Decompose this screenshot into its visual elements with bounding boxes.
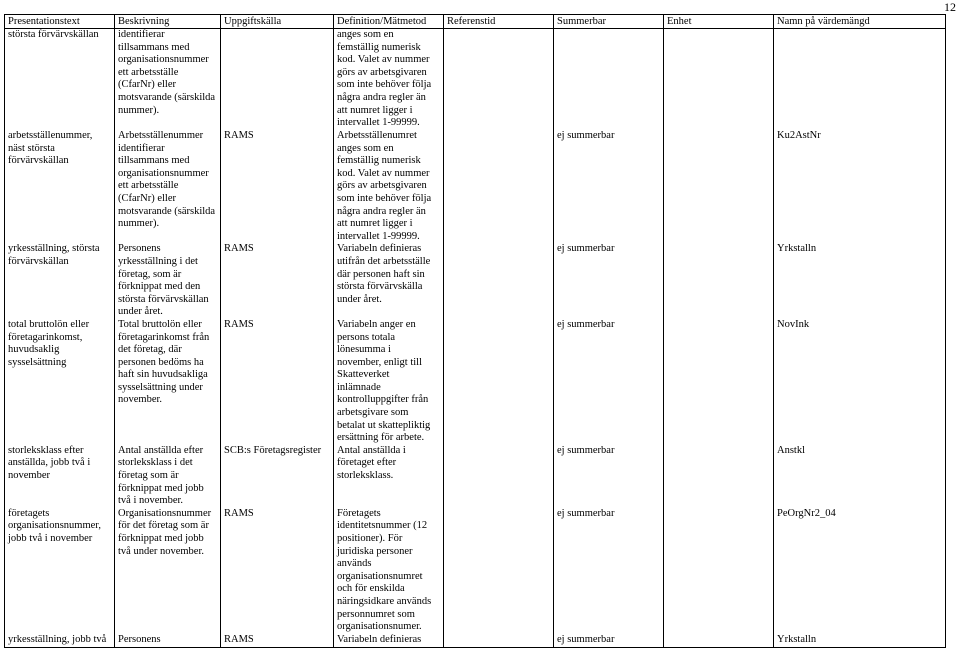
table-row xyxy=(5,29,946,131)
cell-definition: Företagets identitetsnummer (12 positioner). För juridiska personer används organisationsnumret och för enskilda näringsidkare används personnumret som organisationsnumer. xyxy=(334,508,444,634)
column-header: Presentationstext xyxy=(5,15,115,29)
column-header: Definition/Mätmetod xyxy=(334,15,444,29)
cell-namn: Yrkstalln xyxy=(774,634,946,648)
cell-summerbar xyxy=(554,29,664,131)
table-row xyxy=(5,508,946,634)
cell-summerbar: ej summerbar xyxy=(554,445,664,508)
cell-namn: Ku2AstNr xyxy=(774,130,946,243)
table-row xyxy=(5,130,946,243)
table-row xyxy=(5,243,946,319)
cell-beskrivning: Organisationsnummer för det företag som är förknippat med jobb två under november. xyxy=(115,508,221,634)
cell-definition: Variabeln anger en persons totala lönesumma i november, enligt till Skatteverket inlämnade kontrolluppgifter från arbetsgivare som betalat ut skattepliktig ersättning för arbete. xyxy=(334,319,444,445)
cell-uppgiftskalla: RAMS xyxy=(221,243,334,319)
cell-uppgiftskalla xyxy=(221,29,334,131)
variable-table xyxy=(4,14,946,648)
column-header: Summerbar xyxy=(554,15,664,29)
cell-referenstid xyxy=(444,130,554,243)
cell-enhet xyxy=(664,445,774,508)
cell-beskrivning: Antal anställda efter storleksklass i det företag som är förknippat med jobb två i november. xyxy=(115,445,221,508)
cell-referenstid xyxy=(444,445,554,508)
cell-uppgiftskalla: RAMS xyxy=(221,508,334,634)
cell-summerbar: ej summerbar xyxy=(554,634,664,648)
cell-definition: Variabeln definieras xyxy=(334,634,444,648)
cell-summerbar: ej summerbar xyxy=(554,319,664,445)
cell-enhet xyxy=(664,243,774,319)
cell-definition: Arbetsställenumret anges som en femställig numerisk kod. Valet av nummer görs av arbetsgivaren som inte behöver följa några andra regler än att numret ligger i intervallet 1-99999. xyxy=(334,130,444,243)
cell-beskrivning: Personens xyxy=(115,634,221,648)
column-header: Uppgiftskälla xyxy=(221,15,334,29)
cell-presentationstext: yrkesställning, största förvärvskällan xyxy=(5,243,115,319)
cell-uppgiftskalla: RAMS xyxy=(221,634,334,648)
cell-beskrivning: Arbetsställenummer identifierar tillsammans med organisationsnummer ett arbetsställe (CfarNr) eller motsvarande (särskilda nummer). xyxy=(115,130,221,243)
cell-referenstid xyxy=(444,508,554,634)
cell-presentationstext: total bruttolön eller företagarinkomst, huvudsaklig sysselsättning xyxy=(5,319,115,445)
cell-presentationstext: storleksklass efter anställda, jobb två i november xyxy=(5,445,115,508)
cell-namn: NovInk xyxy=(774,319,946,445)
cell-namn: Yrkstalln xyxy=(774,243,946,319)
cell-enhet xyxy=(664,319,774,445)
cell-namn: Anstkl xyxy=(774,445,946,508)
table-row xyxy=(5,634,946,648)
cell-presentationstext: arbetsställenummer, näst största förvärvskällan xyxy=(5,130,115,243)
cell-referenstid xyxy=(444,634,554,648)
cell-definition: anges som en femställig numerisk kod. Valet av nummer görs av arbetsgivaren som inte behöver följa några andra regler än att numret ligger i intervallet 1-99999. xyxy=(334,29,444,131)
cell-enhet xyxy=(664,130,774,243)
table-row xyxy=(5,319,946,445)
cell-uppgiftskalla: RAMS xyxy=(221,319,334,445)
cell-enhet xyxy=(664,508,774,634)
cell-presentationstext: yrkesställning, jobb två xyxy=(5,634,115,648)
cell-presentationstext: största förvärvskällan xyxy=(5,29,115,131)
cell-referenstid xyxy=(444,319,554,445)
cell-definition: Antal anställda i företaget efter storleksklass. xyxy=(334,445,444,508)
header-row xyxy=(5,15,946,29)
cell-uppgiftskalla: SCB:s Företagsregister xyxy=(221,445,334,508)
column-header: Namn på värdemängd xyxy=(774,15,946,29)
column-header: Beskrivning xyxy=(115,15,221,29)
cell-enhet xyxy=(664,634,774,648)
cell-uppgiftskalla: RAMS xyxy=(221,130,334,243)
cell-enhet xyxy=(664,29,774,131)
cell-namn: PeOrgNr2_04 xyxy=(774,508,946,634)
page-number: 12 xyxy=(944,0,956,14)
cell-namn xyxy=(774,29,946,131)
cell-summerbar: ej summerbar xyxy=(554,508,664,634)
cell-summerbar: ej summerbar xyxy=(554,130,664,243)
column-header: Referenstid xyxy=(444,15,554,29)
cell-beskrivning: Personens yrkesställning i det företag, som är förknippat med den största förvärvskällan under året. xyxy=(115,243,221,319)
cell-referenstid xyxy=(444,243,554,319)
cell-referenstid xyxy=(444,29,554,131)
cell-definition: Variabeln definieras utifrån det arbetsställe där personen haft sin största förvärvskälla under året. xyxy=(334,243,444,319)
cell-beskrivning: Total bruttolön eller företagarinkomst från det företag, där personen bedöms ha haft sin huvudsakliga sysselsättning under november. xyxy=(115,319,221,445)
cell-beskrivning: identifierar tillsammans med organisationsnummer ett arbetsställe (CfarNr) eller motsvarande (särskilda nummer). xyxy=(115,29,221,131)
table-row xyxy=(5,445,946,508)
cell-summerbar: ej summerbar xyxy=(554,243,664,319)
column-header: Enhet xyxy=(664,15,774,29)
cell-presentationstext: företagets organisationsnummer, jobb två i november xyxy=(5,508,115,634)
